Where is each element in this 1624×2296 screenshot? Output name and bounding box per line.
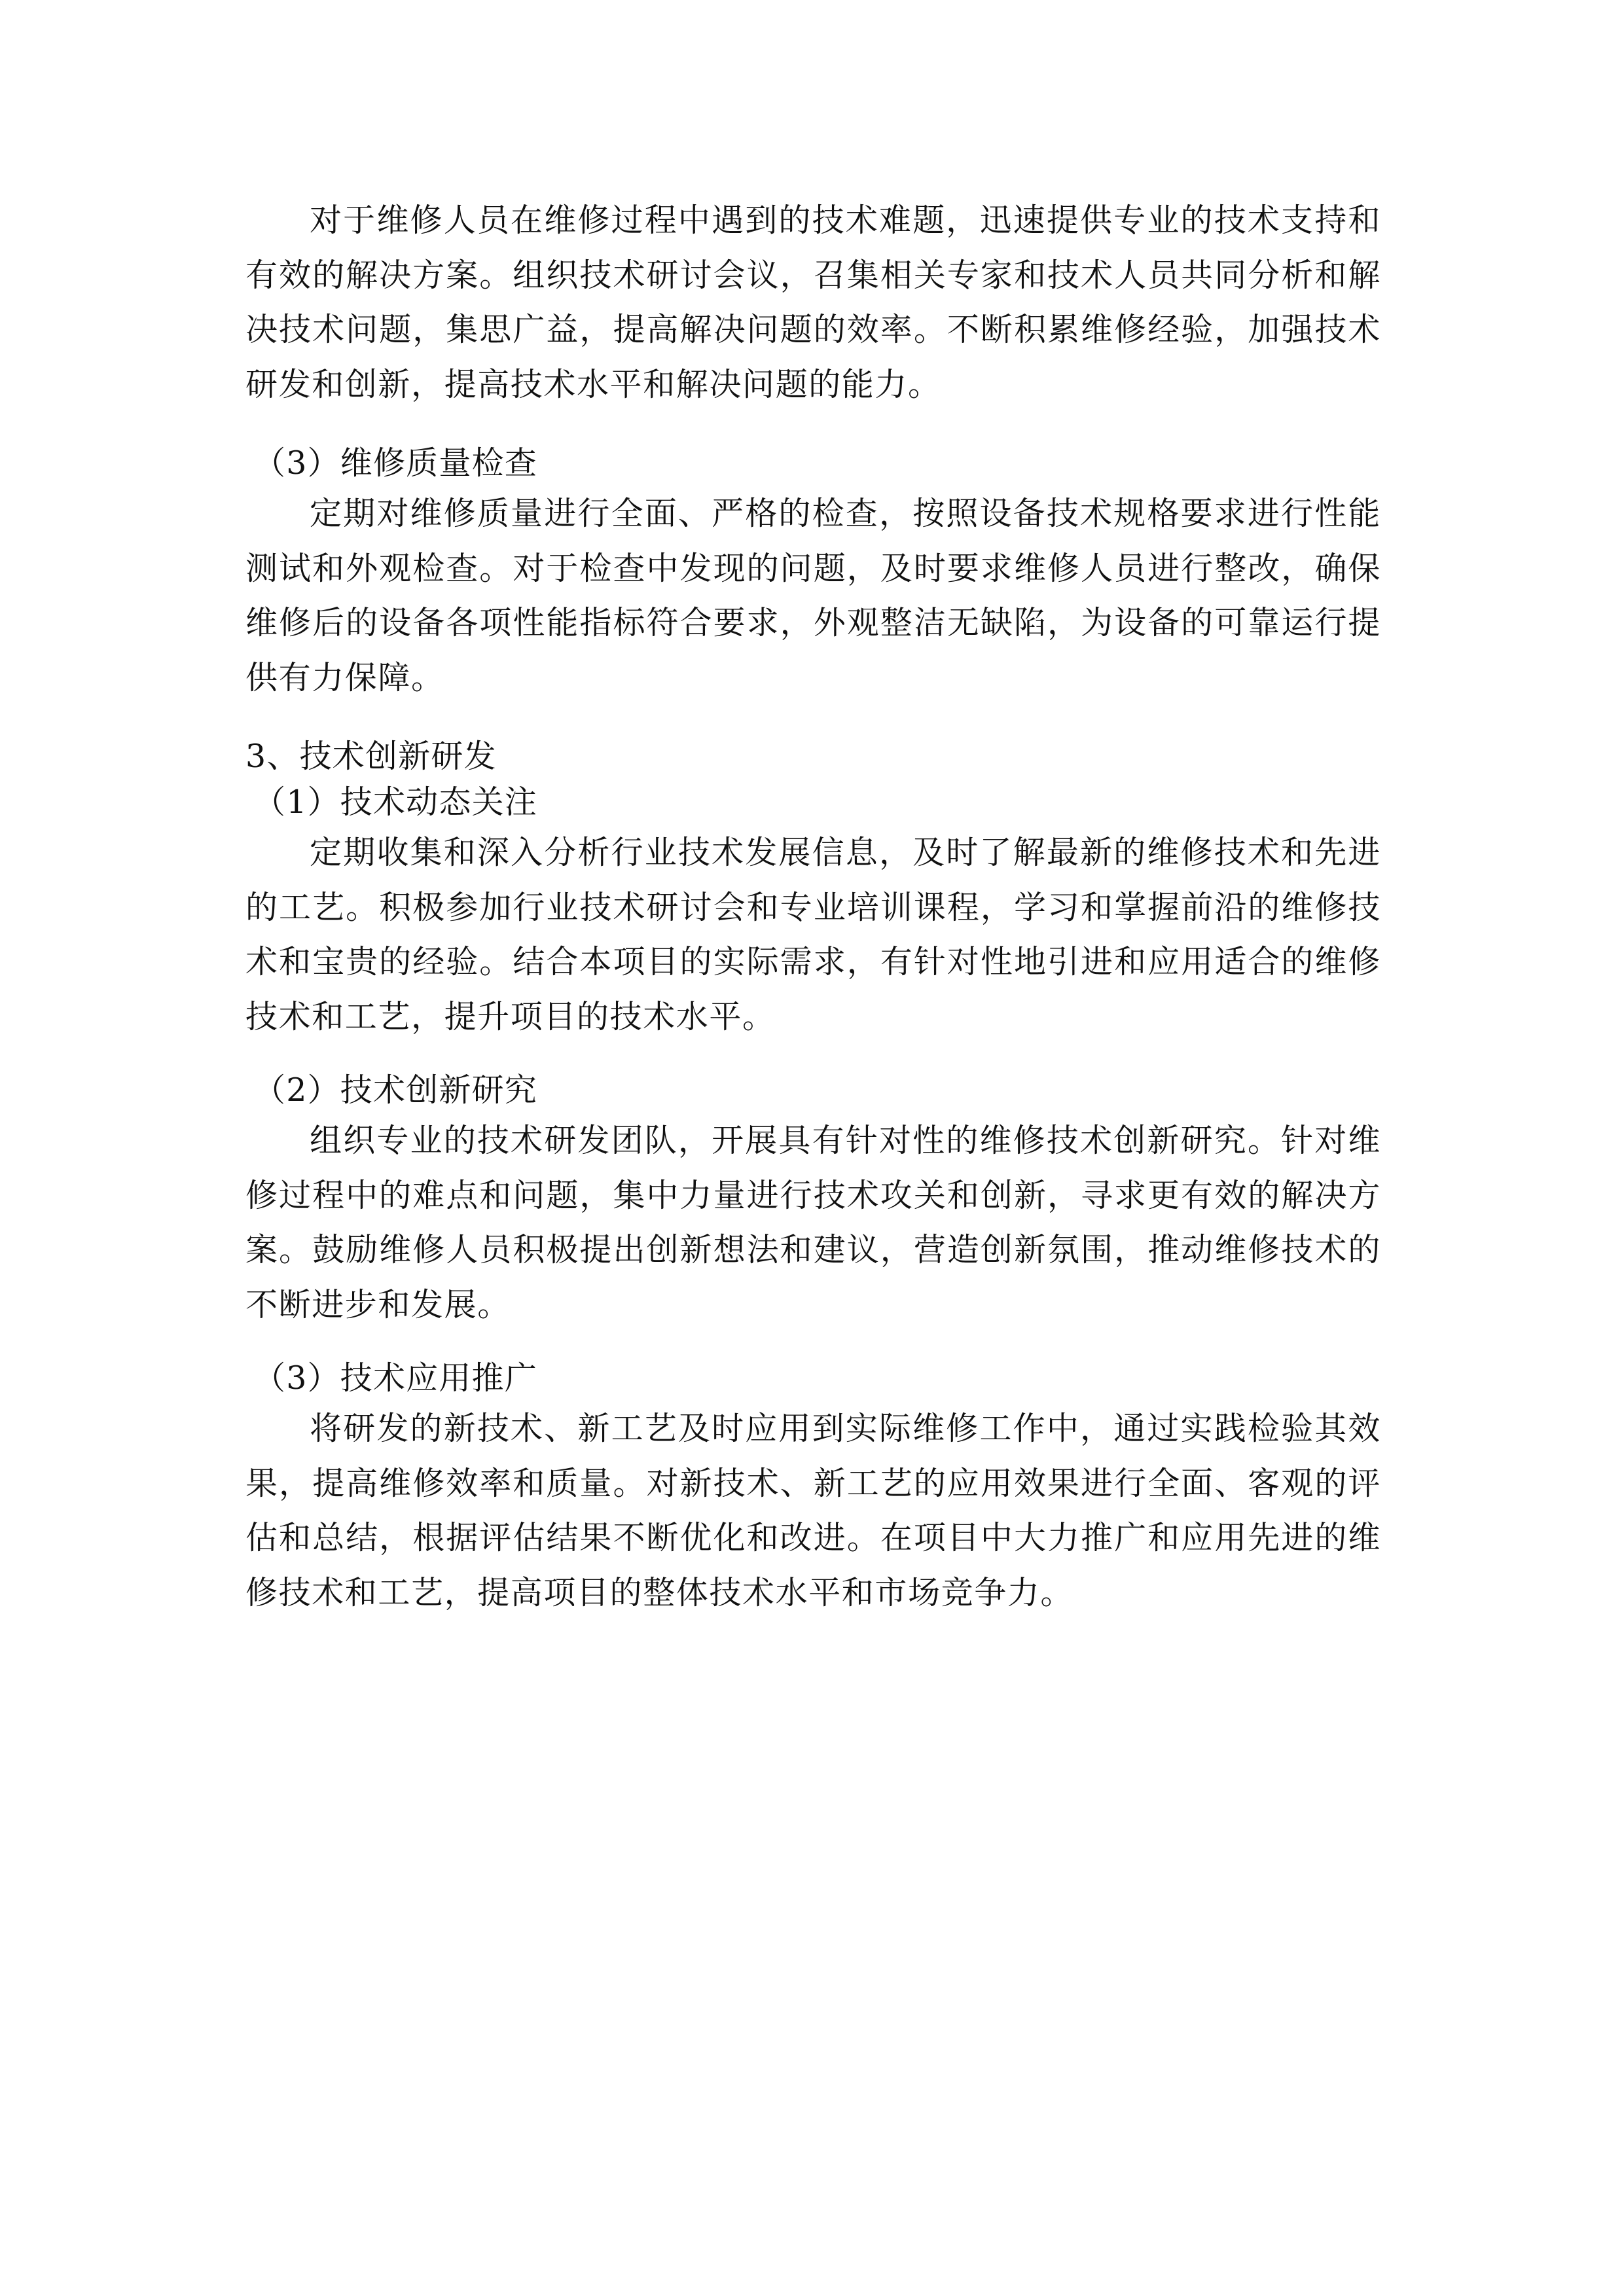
spacer bbox=[245, 1044, 1381, 1067]
subheading-tech-application: （3）技术应用推广 bbox=[253, 1359, 537, 1397]
subheading-innovation-research: （2）技术创新研究 bbox=[253, 1071, 537, 1109]
spacer bbox=[245, 705, 1381, 734]
paragraph-quality-inspection: 定期对维修质量进行全面、严格的检查，按照设备技术规格要求进行性能测试和外观检查。对于检查中发现的问题，及时要求维修人员进行整改，确保维修后的设备各项性能指标符合要求，外观整洁无缺陷，为设备的可靠运行提供有力保障。 bbox=[245, 495, 1381, 696]
paragraph-tech-support: 对于维修人员在维修过程中遇到的技术难题，迅速提供专业的技术支持和有效的解决方案。组织技术研讨会议，召集相关专家和技术人员共同分析和解决技术问题，集思广益，提高解决问题的效率。不断积累维修经验，加强技术研发和创新，提高技术水平和解决问题的能力。 bbox=[245, 202, 1381, 403]
section-heading-tech-innovation: 3、技术创新研发 bbox=[245, 738, 497, 775]
paragraph-tech-trends: 定期收集和深入分析行业技术发展信息，及时了解最新的维修技术和先进的工艺。积极参加行业技术研讨会和专业培训课程，学习和掌握前沿的维修技术和宝贵的经验。结合本项目的实际需求，有针对性地引进和应用适合的维修技术和工艺，提升项目的技术水平。 bbox=[245, 834, 1381, 1035]
paragraph-innovation-research: 组织专业的技术研发团队，开展具有针对性的维修技术创新研究。针对维修过程中的难点和问题，集中力量进行技术攻关和创新，寻求更有效的解决方案。鼓励维修人员积极提出创新想法和建议，营造创新氛围，推动维修技术的不断进步和发展。 bbox=[245, 1122, 1381, 1323]
spacer bbox=[245, 412, 1381, 440]
paragraph-tech-application: 将研发的新技术、新工艺及时应用到实际维修工作中，通过实践检验其效果，提高维修效率和质量。对新技术、新工艺的应用效果进行全面、客观的评估和总结，根据评估结果不断优化和改进。在项目中大力推广和应用先进的维修技术和工艺，提高项目的整体技术水平和市场竞争力。 bbox=[245, 1410, 1381, 1611]
subheading-tech-trends: （1）技术动态关注 bbox=[253, 783, 537, 821]
spacer bbox=[245, 1332, 1381, 1355]
subheading-quality-inspection: （3）维修质量检查 bbox=[253, 444, 537, 482]
document-body bbox=[245, 193, 1381, 1620]
